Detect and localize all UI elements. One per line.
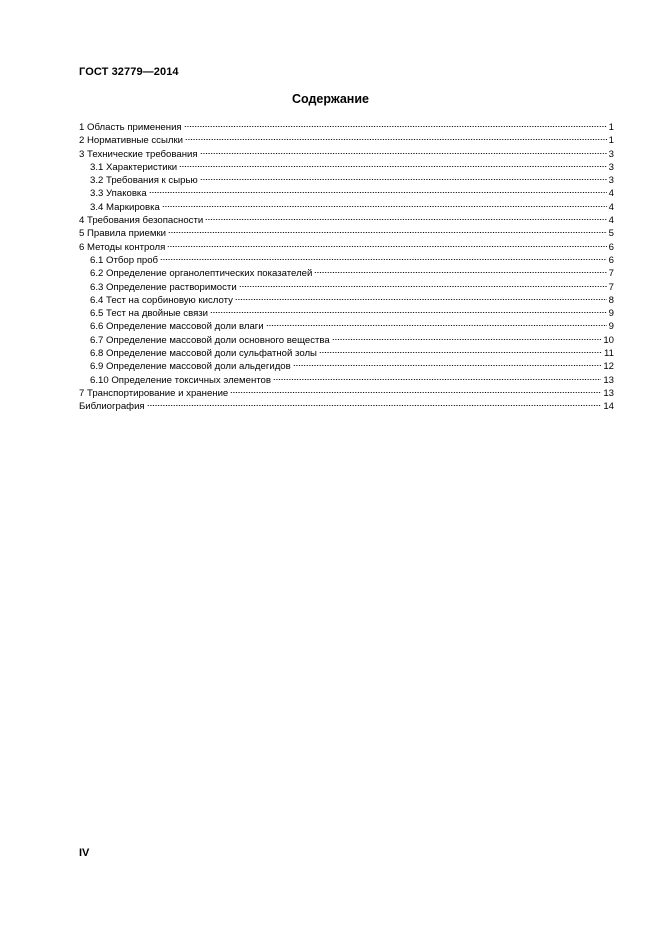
toc-entry-label: 3.3 Упаковка xyxy=(90,188,147,200)
toc-dot-leader xyxy=(179,160,607,168)
toc-entry xyxy=(79,254,614,267)
toc-entry-page: 6 xyxy=(608,254,614,266)
toc-entry-page: 5 xyxy=(608,228,614,240)
toc-entry xyxy=(79,281,614,294)
toc-entry xyxy=(79,374,614,387)
toc-entry xyxy=(79,161,614,174)
toc-dot-leader xyxy=(230,386,601,394)
toc-entry xyxy=(79,134,614,147)
toc-entry-page: 3 xyxy=(608,175,614,187)
toc-dot-leader xyxy=(168,226,607,234)
toc-dot-leader xyxy=(332,333,602,341)
toc-dot-leader xyxy=(185,133,607,141)
toc-entry-label: 6.9 Определение массовой доли альдегидов xyxy=(90,361,291,373)
toc-entry-label: 3.1 Характеристики xyxy=(90,161,178,173)
toc-entry xyxy=(79,307,614,320)
table-of-contents xyxy=(79,121,614,414)
toc-entry xyxy=(79,387,614,400)
toc-entry-page: 7 xyxy=(608,268,614,280)
toc-entry-label: 6.3 Определение растворимости xyxy=(90,281,237,293)
toc-entry-page: 13 xyxy=(603,374,614,386)
toc-dot-leader xyxy=(319,346,602,354)
toc-entry xyxy=(79,174,614,187)
toc-entry-label: 6.10 Определение токсичных элементов xyxy=(90,374,271,386)
toc-dot-leader xyxy=(200,147,607,155)
toc-entry-label: 3.4 Маркировка xyxy=(90,201,160,213)
toc-entry-label: 6.4 Тест на сорбиновую кислоту xyxy=(90,294,233,306)
toc-entry xyxy=(79,294,614,307)
toc-entry-label: Библиография xyxy=(79,401,145,413)
toc-entry-label: 5 Правила приемки xyxy=(79,228,166,240)
toc-dot-leader xyxy=(266,319,607,327)
toc-entry-label: 6.6 Определение массовой доли влаги xyxy=(90,321,264,333)
toc-entry xyxy=(79,400,614,413)
toc-dot-leader xyxy=(239,280,607,288)
toc-entry xyxy=(79,334,614,347)
toc-dot-leader xyxy=(149,186,607,194)
toc-entry-label: 2 Нормативные ссылки xyxy=(79,135,184,147)
toc-dot-leader xyxy=(200,173,607,181)
toc-entry xyxy=(79,201,614,214)
toc-entry xyxy=(79,121,614,134)
toc-dot-leader xyxy=(167,240,606,248)
toc-entry xyxy=(79,320,614,333)
toc-entry-page: 11 xyxy=(604,348,614,360)
toc-entry-page: 1 xyxy=(608,135,614,147)
document-code-header: ГОСТ 32779—2014 xyxy=(79,66,179,78)
toc-entry xyxy=(79,241,614,254)
toc-entry xyxy=(79,347,614,360)
toc-dot-leader xyxy=(293,359,602,367)
toc-entry-label: 3.2 Требования к сырью xyxy=(90,175,198,187)
toc-entry-label: 6.2 Определение органолептических показателей xyxy=(90,268,313,280)
toc-entry-page: 1 xyxy=(608,122,614,133)
toc-entry xyxy=(79,360,614,373)
toc-title: Содержание xyxy=(291,92,369,106)
toc-entry xyxy=(79,148,614,161)
toc-entry-page: 6 xyxy=(608,241,614,253)
toc-entry-label: 6.8 Определение массовой доли сульфатной золы xyxy=(90,348,317,360)
toc-entry-page: 10 xyxy=(603,334,614,346)
toc-entry-label: 6.7 Определение массовой доли основного вещества xyxy=(90,334,330,346)
toc-entry xyxy=(79,214,614,227)
toc-dot-leader xyxy=(273,373,601,381)
toc-entry-page: 9 xyxy=(608,308,614,320)
toc-entry-label: 7 Транспортирование и хранение xyxy=(79,387,229,399)
toc-entry-label: 6 Методы контроля xyxy=(79,241,166,253)
toc-entry-page: 3 xyxy=(608,161,614,173)
toc-entry-page: 7 xyxy=(608,281,614,293)
toc-entry-label: 3 Технические требования xyxy=(79,148,198,160)
toc-entry xyxy=(79,227,614,240)
toc-dot-leader xyxy=(147,399,602,407)
toc-entry-page: 13 xyxy=(603,387,614,399)
toc-entry-label: 6.1 Отбор проб xyxy=(90,254,159,266)
toc-entry-page: 3 xyxy=(608,148,614,160)
toc-entry-page: 14 xyxy=(603,401,614,413)
toc-dot-leader xyxy=(160,253,607,261)
toc-entry-label: 1 Область применения xyxy=(79,122,182,133)
toc-entry-page: 4 xyxy=(608,188,614,200)
toc-entry-page: 8 xyxy=(608,294,614,306)
toc-entry-label: 6.5 Тест на двойные связи xyxy=(90,308,209,320)
toc-entry-page: 4 xyxy=(608,215,614,227)
toc-dot-leader xyxy=(210,306,607,314)
toc-dot-leader xyxy=(162,200,607,208)
page-number: IV xyxy=(79,847,90,859)
toc-entry-page: 9 xyxy=(608,321,614,333)
toc-entry xyxy=(79,187,614,200)
toc-entry-page: 12 xyxy=(603,361,614,373)
toc-dot-leader xyxy=(235,293,607,301)
toc-entry xyxy=(79,267,614,280)
toc-dot-leader xyxy=(314,266,606,274)
toc-entry-page: 4 xyxy=(608,201,614,213)
toc-dot-leader xyxy=(184,120,607,128)
toc-entry-label: 4 Требования безопасности xyxy=(79,215,204,227)
toc-dot-leader xyxy=(205,213,606,221)
